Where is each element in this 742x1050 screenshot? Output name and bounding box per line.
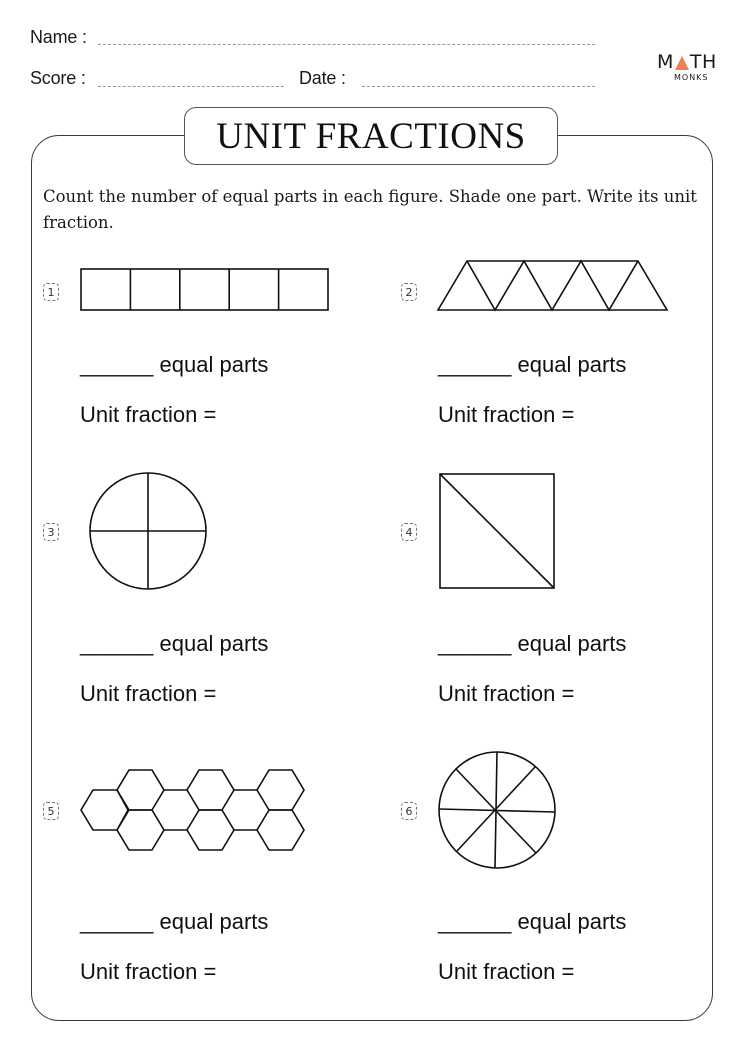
answer-blank[interactable]: ______	[438, 909, 512, 934]
unit-fraction-line-5: Unit fraction =	[80, 959, 217, 984]
score-label: Score :	[30, 68, 86, 88]
unit-fraction-line-3: Unit fraction =	[80, 681, 217, 706]
unit-fraction-line-2: Unit fraction =	[438, 402, 575, 427]
equal-parts-line-6[interactable]	[438, 909, 626, 935]
problem-number-2: 2	[401, 283, 417, 301]
equal-parts-label: equal parts	[517, 352, 627, 377]
answer-blank[interactable]: ______	[438, 631, 512, 656]
problem-number-1: 1	[43, 283, 59, 301]
date-label: Date :	[299, 68, 346, 88]
unit-fraction-line-6: Unit fraction =	[438, 959, 575, 984]
logo-th: TH	[689, 51, 717, 73]
name-label: Name :	[30, 27, 87, 47]
equal-parts-label: equal parts	[159, 909, 269, 934]
logo-subtitle: MONKS	[674, 73, 709, 82]
equal-parts-label: equal parts	[517, 909, 627, 934]
answer-blank[interactable]: ______	[438, 352, 512, 377]
equal-parts-label: equal parts	[159, 631, 269, 656]
answer-blank[interactable]: ______	[80, 909, 154, 934]
unit-fraction-line-1: Unit fraction =	[80, 402, 217, 427]
equal-parts-label: equal parts	[517, 631, 627, 656]
logo-m: M	[657, 51, 674, 73]
answer-blank[interactable]: ______	[80, 352, 154, 377]
unit-fraction-line-4: Unit fraction =	[438, 681, 575, 706]
problem-number-6: 6	[401, 802, 417, 820]
equal-parts-label: equal parts	[159, 352, 269, 377]
instructions: Count the number of equal parts in each figure. Shade one part. Write its unit fraction.	[43, 187, 697, 232]
problem-number-4: 4	[401, 523, 417, 541]
problem-number-3: 3	[43, 523, 59, 541]
page-title: UNIT FRACTIONS	[216, 115, 526, 157]
problem-number-5: 5	[43, 802, 59, 820]
answer-blank[interactable]: ______	[80, 631, 154, 656]
